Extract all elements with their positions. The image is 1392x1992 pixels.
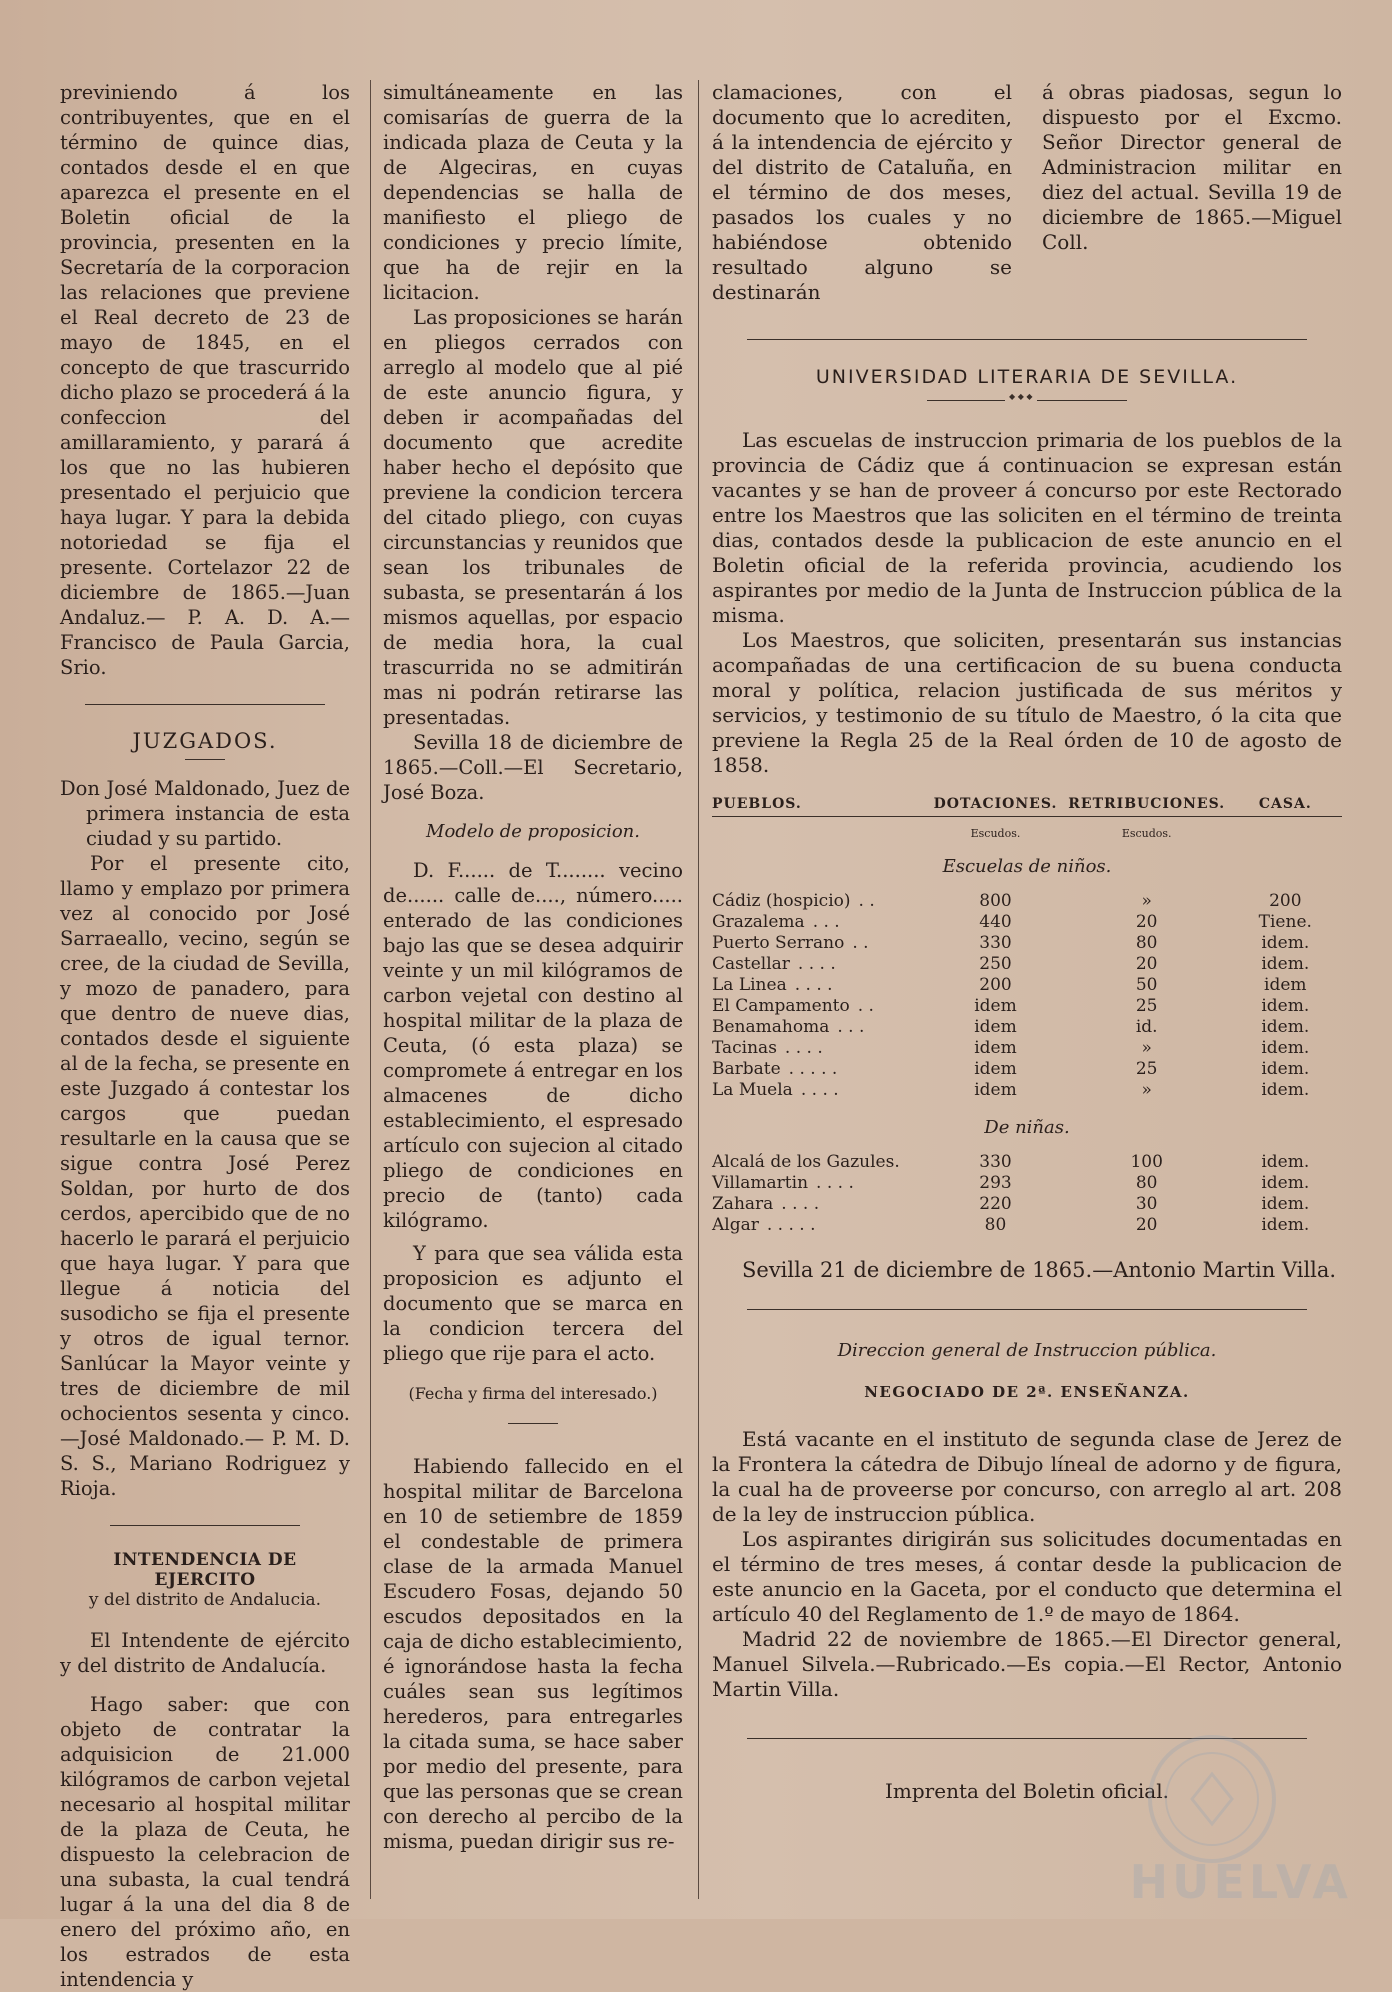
pueblo-name: Grazalema	[712, 912, 805, 932]
paragraph: Sevilla 21 de diciembre de 1865.—Antonio Martin Villa.	[742, 1258, 1337, 1282]
paragraph: Y para que sea válida esta proposicion es adjunto el documento que se marca en la condicion tercera del pliego que rije para el acto.	[383, 1242, 683, 1365]
cell-pueblo	[712, 1152, 926, 1173]
cell-dotacion: 220	[979, 1194, 1012, 1214]
imprenta-footer: Imprenta del Boletin oficial.	[885, 1779, 1169, 1803]
cell-casa: idem.	[1261, 1173, 1310, 1193]
cell-pueblo	[712, 996, 926, 1017]
cell-casa: idem	[1264, 975, 1307, 995]
pueblo-name: Castellar	[712, 954, 790, 974]
cell-dotacion: 330	[979, 1152, 1012, 1172]
leader-dots: . . . .	[816, 1173, 854, 1193]
cell-dotacion: 293	[979, 1173, 1012, 1193]
cell-pueblo	[712, 954, 926, 975]
cell-casa: idem.	[1261, 996, 1310, 1016]
cell-pueblo	[712, 1194, 926, 1215]
paragraph: previniendo á los contribuyentes, que en el término de quince dias, contados desde el en que aparezca el presente en el Boletin oficial de la provincia, presenten en la Secretaría de la corporacion las relaciones que previene el Real decreto de 23 de mayo de 1845, en el concepto de que trascurrido dicho plazo se procederá á la confeccion del amillaramiento, y parará á los que no las hubieren presentado el perjuicio que haya lugar. Y para la debida notoriedad se fija el presente. Cortelazor 22 de diciembre de 1865.—Juan Andaluz.— P. A. D. A.—Francisco de Paula Garcia, Srio.	[60, 81, 350, 679]
negociado-title: NEGOCIADO DE 2ª. ENSEÑANZA.	[864, 1383, 1190, 1401]
column-3	[712, 80, 1342, 1899]
cell-retribucion: 20	[1135, 1215, 1158, 1235]
section-rule	[747, 339, 1307, 340]
paragraph: Por el presente cito, llamo y emplazo por primera vez al conocido por José Sarraeallo, vecino, según se cree, de la ciudad de Sevilla, y mozo de panadero, para que dentro de nueve dias, contados desde el siguiente al de la fecha, se presente en este Juzgado á contestar los cargos que puedan resultarle en la causa que se sigue contra José Perez Soldan, por hurto de dos cerdos, apercibido que de no hacerlo le parará el perjuicio que haya lugar. Y para que llegue á noticia del susodicho se fija el presente y otros de igual ternor. Sanlúcar la Mayor veinte y tres de diciembre de mil ochocientos sesenta y cinco.—José Maldonado.— P. M. D. S. S., Mariano Rodriguez y Rioja.	[60, 852, 350, 1500]
seal-icon	[1142, 1729, 1282, 1869]
ornament-rule	[927, 396, 1127, 406]
cell-retribucion: 25	[1135, 996, 1158, 1016]
table-header: DOTACIONES.	[926, 792, 1065, 817]
cell-casa: idem.	[1261, 1194, 1310, 1214]
cell-retribucion: »	[1141, 1080, 1152, 1100]
paragraph: Sevilla 18 de diciembre de 1865.—Coll.—El Secretario, José Boza.	[383, 731, 683, 804]
paragraph: Las proposiciones se harán en pliegos cerrados con arreglo al modelo que al pié de este anuncio figura, y deben ir acompañadas del documento que acredite haber hecho el depósito que previene la condicion tercera del citado pliego, con cuyas circunstancias y reunidos que sean los tribunales de subasta, se presentarán á los mismos aquellas, por espacio de media hora, la cual trascurrida no se admitirán mas ni podrán retirarse las presentadas.	[383, 306, 683, 729]
leader-dots: . .	[852, 933, 869, 953]
cell-dotacion: idem	[974, 1059, 1017, 1079]
library-stamp	[1092, 1709, 1352, 1909]
cell-dotacion: 800	[979, 891, 1012, 911]
table-row	[712, 891, 1342, 912]
leader-dots: . .	[857, 996, 874, 1016]
section-rule	[85, 704, 325, 705]
paragraph: clamaciones, con el documento que lo acrediten, á la intendencia de ejército y del distrito de Cataluña, en el término de dos meses, pasados los cuales y no habiéndose obtenido resultado alguno se destinarán	[712, 80, 1012, 304]
paragraph: Don José Maldonado, Juez de primera instancia de esta ciudad y su partido.	[60, 777, 350, 850]
pueblo-name: Zahara	[712, 1194, 774, 1214]
cell-retribucion: id.	[1135, 1017, 1158, 1037]
table-row	[712, 912, 1342, 933]
table-header: RETRIBUCIONES.	[1065, 792, 1229, 817]
cell-pueblo	[712, 975, 926, 996]
paragraph: á obras piadosas, segun lo dispuesto por el Excmo. Señor Director general de Administracion militar en diez del actual. Sevilla 19 de diciembre de 1865.—Miguel Coll.	[1042, 80, 1342, 254]
paragraph: D. F...... de T........ vecino de...... calle de...., número..... enterado de las condiciones bajo las que se desea adquirir veinte y un mil kilógramos de carbon vejetal con destino al hospital militar de la plaza de Ceuta, (ó esta plaza) se compromete á entregar en los almacenes de dicho establecimiento, el espresado artículo con sujecion al citado pliego de condiciones en precio de (tanto) cada kilógramo.	[383, 859, 683, 1232]
cell-casa: idem.	[1261, 933, 1310, 953]
table-row	[712, 1215, 1342, 1236]
stamp-text: HUELVA	[1129, 1855, 1352, 1909]
cell-dotacion: idem	[974, 1038, 1017, 1058]
table-row	[712, 996, 1342, 1017]
leader-dots: . . . . .	[766, 1215, 816, 1235]
table-row	[712, 1194, 1342, 1215]
pueblo-name: Algar	[712, 1215, 759, 1235]
cell-casa: 200	[1269, 891, 1302, 911]
leader-dots: . . . .	[781, 1194, 820, 1214]
cell-retribucion: 100	[1130, 1152, 1163, 1172]
table-row	[712, 954, 1342, 975]
cell-casa: idem.	[1261, 1152, 1310, 1172]
pueblo-name: Tacinas	[712, 1038, 777, 1058]
cell-retribucion: 20	[1135, 912, 1158, 932]
paragraph: El Intendente de ejército y del distrito de Andalucía.	[60, 1629, 350, 1677]
leader-dots: . . . .	[794, 975, 833, 995]
table-row	[712, 933, 1342, 954]
short-rule	[508, 1423, 558, 1424]
table-row	[712, 1038, 1342, 1059]
cell-dotacion: 330	[979, 933, 1012, 953]
leader-dots: . .	[858, 891, 875, 911]
table-header: PUEBLOS.	[712, 792, 926, 817]
cell-dotacion: 440	[979, 912, 1012, 932]
pueblo-name: Cádiz (hospicio)	[712, 891, 851, 911]
table-row	[712, 1017, 1342, 1038]
cell-retribucion: 50	[1135, 975, 1158, 995]
cell-retribucion: 80	[1135, 1173, 1158, 1193]
modelo-title: Modelo de proposicion.	[426, 821, 640, 842]
section-subtitle: y del distrito de Andalucia.	[88, 1590, 322, 1610]
paragraph: simultáneamente en las comisarías de guerra de la indicada plaza de Ceuta y la de Algeciras, en cuyas dependencias se halla de manifiesto el pliego de condiciones y precio límite, que ha de rejir en la licitacion.	[383, 81, 683, 304]
cell-dotacion: idem	[974, 1080, 1017, 1100]
section-title-juzgados: JUZGADOS.	[132, 729, 278, 753]
section-title-intendencia: INTENDENCIA DE EJERCITO	[113, 1550, 297, 1590]
leader-dots: . . .	[812, 912, 840, 932]
paragraph: Los aspirantes dirigirán sus solicitudes documentadas en el término de tres meses, á contar desde la publicacion de este anuncio en la Gaceta, por el conducto que determina el artículo 40 del Reglamento de 1.º de mayo de 1864.	[712, 1527, 1342, 1626]
cell-casa: idem.	[1261, 954, 1310, 974]
cell-pueblo	[712, 912, 926, 933]
pueblo-name: El Campamento	[712, 996, 850, 1016]
short-rule	[185, 759, 225, 760]
unit-label: Escudos.	[970, 827, 1021, 840]
cell-retribucion: 20	[1135, 954, 1158, 974]
cell-casa: idem.	[1261, 1080, 1310, 1100]
section-title-universidad: UNIVERSIDAD LITERARIA DE SEVILLA.	[815, 366, 1239, 388]
section-rule	[110, 1525, 300, 1526]
cell-retribucion: »	[1141, 1038, 1152, 1058]
cell-pueblo	[712, 933, 926, 954]
table-row	[712, 1152, 1342, 1173]
cell-pueblo	[712, 1059, 926, 1080]
paragraph: Las escuelas de instruccion primaria de los pueblos de la provincia de Cádiz que á continuacion se expresan están vacantes y se han de proveer á concurso por este Rectorado entre los Maestros que las soliciten en el término de treinta dias, contados desde la publicacion de este anuncio en el Boletin oficial de la referida provincia, acudiendo los aspirantes por medio de la Junta de Instruccion pública de la misma.	[712, 428, 1342, 627]
leader-dots: . . .	[837, 1017, 865, 1037]
cell-casa: Tiene.	[1258, 912, 1312, 932]
leader-dots: . . . .	[797, 954, 836, 974]
cell-pueblo	[712, 1080, 926, 1101]
paragraph: Madrid 22 de noviembre de 1865.—El Director general, Manuel Silvela.—Rubricado.—Es copia.—El Rector, Antonio Martin Villa.	[712, 1627, 1342, 1701]
signature-note: (Fecha y firma del interesado.)	[408, 1384, 658, 1403]
table-row	[712, 1059, 1342, 1080]
cell-dotacion: 80	[984, 1215, 1007, 1235]
cell-retribucion: 30	[1135, 1194, 1158, 1214]
pueblo-name: Barbate	[712, 1059, 781, 1079]
cell-retribucion: 25	[1135, 1059, 1158, 1079]
table-caption-ninas: De niñas.	[984, 1117, 1070, 1138]
table-row	[712, 1173, 1342, 1194]
cell-retribucion: »	[1141, 891, 1152, 911]
paragraph: Los Maestros, que soliciten, presentarán sus instancias acompañadas de una certificacion de su buena conducta moral y política, relacion justificada de sus méritos y servicios, y testimonio de su título de Maestro, ó la cita que previene la Regla 25 de la Real órden de 10 de agosto de 1858.	[712, 628, 1342, 777]
pueblo-name: La Muela	[712, 1080, 793, 1100]
unit-label: Escudos.	[1121, 827, 1172, 840]
section-rule	[747, 1309, 1307, 1310]
paragraph: Hago saber: que con objeto de contratar la adquisicion de 21.000 kilógramos de carbon vejetal necesario al hospital militar de la plaza de Ceuta, he dispuesto la celebracion de una subasta, la cual tendrá lugar á la una del dia 8 de enero del próximo año, en los estrados de esta intendencia y	[60, 1693, 350, 1991]
column-divider	[698, 80, 699, 1899]
schools-table	[712, 792, 1342, 1236]
table-header: CASA.	[1229, 792, 1342, 817]
cell-pueblo	[712, 1215, 926, 1236]
leader-dots: . . . . .	[788, 1059, 838, 1079]
pueblo-name: Puerto Serrano	[712, 933, 845, 953]
cell-dotacion: 250	[979, 954, 1012, 974]
cell-pueblo	[712, 891, 926, 912]
cell-pueblo	[712, 1017, 926, 1038]
cell-casa: idem.	[1261, 1215, 1310, 1235]
cell-dotacion: 200	[979, 975, 1012, 995]
leader-dots: . . . .	[784, 1038, 823, 1058]
cell-pueblo	[712, 1038, 926, 1059]
cell-casa: idem.	[1261, 1038, 1310, 1058]
paragraph: Está vacante en el instituto de segunda clase de Jerez de la Frontera la cátedra de Dibujo líneal de adorno y de figura, la cual ha de proveerse por concurso, con arreglo al art. 208 de la ley de instruccion pública.	[712, 1427, 1342, 1526]
table-caption-ninos: Escuelas de niños.	[942, 856, 1112, 877]
cell-retribucion: 80	[1135, 933, 1158, 953]
paragraph: Habiendo fallecido en el hospital militar de Barcelona en 10 de setiembre de 1859 el condestable de primera clase de la armada Manuel Escudero Fosas, dejando 50 escudos depositados en la caja de dicho establecimiento, é ignorándose hasta la fecha cuáles sean sus legítimos herederos, para entregarles la citada suma, se hace saber por medio del presente, para que las personas que se crean con derecho al percibo de la misma, puedan dirigir sus re-	[383, 1455, 683, 1853]
leader-dots: . . . .	[800, 1080, 839, 1100]
column-1	[60, 80, 350, 1991]
cell-casa: idem.	[1261, 1059, 1310, 1079]
pueblo-name: La Linea	[712, 975, 787, 995]
direccion-title: Direccion general de Instruccion pública.	[837, 1340, 1217, 1361]
cell-pueblo	[712, 1173, 926, 1194]
cell-dotacion: idem	[974, 996, 1017, 1016]
two-col-block	[712, 80, 1342, 305]
cell-casa: idem.	[1261, 1017, 1310, 1037]
cell-dotacion: idem	[974, 1017, 1017, 1037]
pueblo-name: Benamahoma	[712, 1017, 830, 1037]
table-row	[712, 975, 1342, 996]
pueblo-name: Alcalá de los Gazules.	[712, 1152, 900, 1172]
pueblo-name: Villamartin	[712, 1173, 809, 1193]
column-2	[383, 80, 683, 1899]
column-divider	[370, 80, 371, 1899]
table-row	[712, 1080, 1342, 1101]
